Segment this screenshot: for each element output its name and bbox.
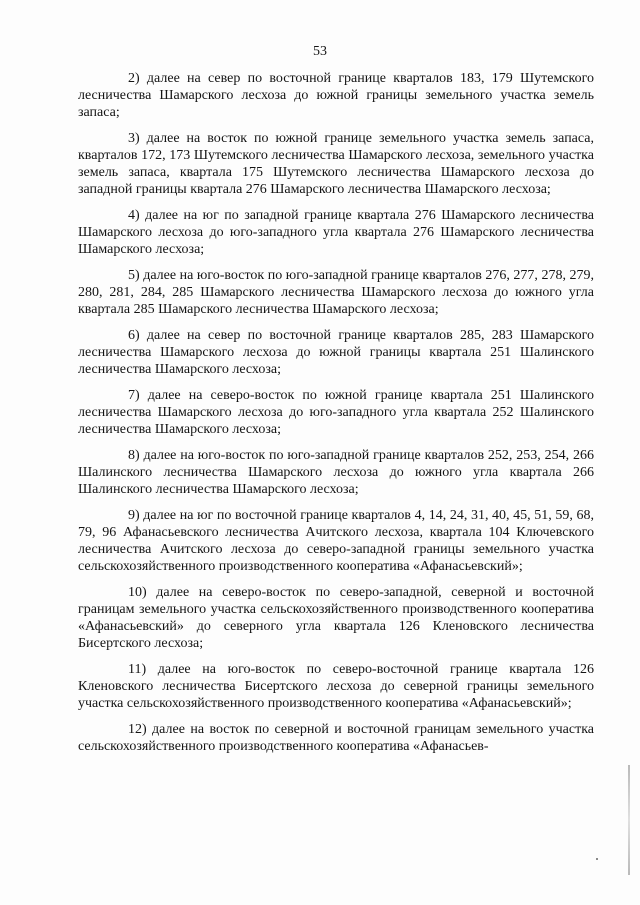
paragraph-item-10: 10) далее на северо-восток по северо-западной, северной и восточной границам земельного участка сельскохозяйственного производственного кооператива «Афанасьевский» до северного угла квартала 126 Кленовского лесничества Бисертского лесхоза; bbox=[78, 585, 594, 651]
paragraph-item-5: 5) далее на юго-восток по юго-западной границе кварталов 276, 277, 278, 279, 280, 281, 284, 285 Шамарского лесничества Шамарского лесхоза до южного угла квартала 285 Шамарского лесничества Шамарского лесхоза; bbox=[78, 268, 594, 317]
paragraph-item-11: 11) далее на юго-восток по северо-восточной границе квартала 126 Кленовского лесничества Бисертского лесхоза до северной границы земельного участка сельскохозяйственного производственного кооператива «Афанасьевский»; bbox=[78, 662, 594, 711]
paragraph-item-8: 8) далее на юго-восток по юго-западной границе кварталов 252, 253, 254, 266 Шалинского лесничества Шамарского лесхоза до южного угла квартала 266 Шалинского лесничества Шамарского лесхоза; bbox=[78, 448, 594, 497]
paragraph-item-6: 6) далее на север по восточной границе кварталов 285, 283 Шамарского лесничества Шамарского лесхоза до южной границы квартала 251 Шалинского лесничества Шамарского лесхоза; bbox=[78, 328, 594, 377]
paragraph-item-7: 7) далее на северо-восток по южной границе квартала 251 Шалинского лесничества Шамарского лесхоза до юго-западного угла квартала 252 Шалинского лесничества Шамарского лесхоза; bbox=[78, 388, 594, 437]
scan-speck bbox=[596, 858, 598, 860]
page-number: 53 bbox=[313, 44, 327, 59]
document-body bbox=[78, 70, 594, 764]
paragraph-item-3: 3) далее на восток по южной границе земельного участка земель запаса, кварталов 172, 173 Шутемского лесничества Шамарского лесхоза, земельного участка земель запаса, квартала 175 Шутемского лесничества Шамарского лесхоза до западной границы квартала 276 Шамарского лесничества Шамарского лесхоза; bbox=[78, 131, 594, 197]
scan-edge-mark bbox=[628, 765, 630, 875]
paragraph-item-4: 4) далее на юг по западной границе квартала 276 Шамарского лесничества Шамарского лесхоза до юго-западного угла квартала 276 Шамарского лесничества Шамарского лесхоза; bbox=[78, 208, 594, 257]
paragraph-item-2: 2) далее на север по восточной границе кварталов 183, 179 Шутемского лесничества Шамарского лесхоза до южной границы земельного участка земель запаса; bbox=[78, 71, 594, 120]
paragraph-item-12: 12) далее на восток по северной и восточной границам земельного участка сельскохозяйственного производственного кооператива «Афанасьев- bbox=[78, 722, 594, 754]
paragraph-item-9: 9) далее на юг по восточной границе кварталов 4, 14, 24, 31, 40, 45, 51, 59, 68, 79, 96 Афанасьевского лесничества Ачитского лесхоза, квартала 104 Ключевского лесничества Ачитского лесхоза до северо-западной границы земельного участка сельскохозяйственного производственного кооператива «Афанасьевский»; bbox=[78, 508, 594, 574]
